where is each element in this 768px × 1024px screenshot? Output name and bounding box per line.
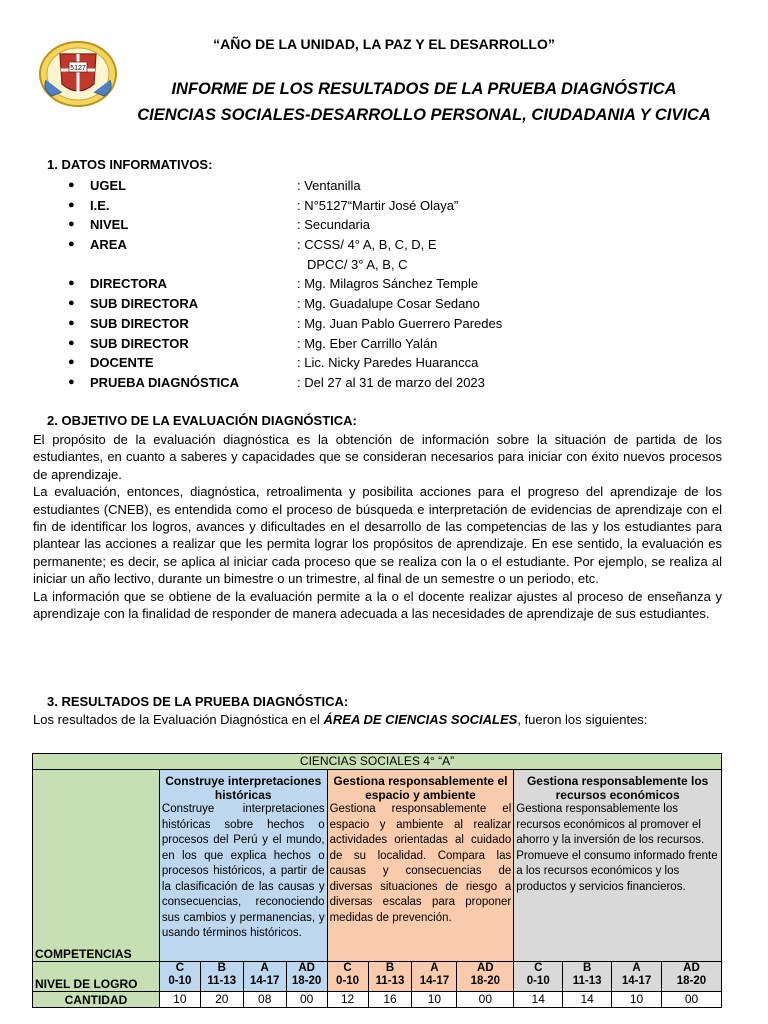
bullet-icon: ● bbox=[68, 238, 75, 251]
report-title: INFORME DE LOS RESULTADOS DE LA PRUEBA DIAGNÓSTICA bbox=[171, 80, 677, 98]
section-heading-resultados: 3. RESULTADOS DE LA PRUEBA DIAGNÓSTICA: bbox=[47, 694, 349, 709]
results-table bbox=[32, 753, 722, 1008]
objective-text bbox=[33, 431, 722, 622]
bullet-icon: ● bbox=[68, 277, 75, 290]
row-label-cantidad: CANTIDAD bbox=[33, 992, 160, 1008]
competency-description: Gestiona responsablemente el espacio y ambiente al realizar actividades orientadas al cuidado de su localidad. Compara las causas y consecuencias de diversas situaciones de riesgo a diversas escalas para proponer medidas de prevención. bbox=[329, 803, 512, 924]
paragraph: La evaluación, entonces, diagnóstica, retroalimenta y posibilita acciones para el progreso del aprendizaje de los estudiantes (CNEB), es entendida como el proceso de búsqueda e interpretación de evidencias de aprendizaje con el fin de identificar los logros, avances y dificultades en el desarrollo de las competencias de las y los estudiantes para plantear las acciones a realizar que les permita lograr los propósitos de aprendizaje. En ese sentido, la evaluación es permanente; es decir, se aplica al iniciar cada proceso que se realiza con la o el estudiante. Por ejemplo, se realiza al iniciar un año lectivo, durante un bimestre o un trimestre, al final de un semestre o un periodo, etc. bbox=[33, 484, 722, 587]
bullet-icon: ● bbox=[68, 356, 75, 369]
level-cell: B 11-13 bbox=[563, 962, 612, 992]
info-row: ● DOCENTE : Lic. Nicky Paredes Huarancca bbox=[68, 353, 718, 373]
count-cell: 00 bbox=[286, 992, 327, 1008]
results-intro: Los resultados de la Evaluación Diagnóstica en el ÁREA DE CIENCIAS SOCIALES, fueron los siguientes: bbox=[33, 712, 648, 727]
bullet-icon: ● bbox=[68, 179, 75, 191]
count-cell: 14 bbox=[563, 992, 612, 1008]
level-cell: A 14-17 bbox=[243, 962, 286, 992]
competency-title: Gestiona responsablemente el espacio y ambiente bbox=[333, 774, 508, 802]
row-label-competencias: COMPETENCIAS bbox=[33, 770, 160, 962]
count-cell: 20 bbox=[200, 992, 243, 1008]
count-cell: 00 bbox=[661, 992, 721, 1008]
info-row-continued: DPCC/ 3° A, B, C bbox=[307, 256, 408, 272]
competency-cell bbox=[514, 770, 722, 962]
info-row: ● PRUEBA DIAGNÓSTICA : Del 27 al 31 de marzo del 2023 bbox=[68, 373, 718, 393]
paragraph: El propósito de la evaluación diagnóstica es la obtención de información sobre la situación de partida de los estudiantes, en cuanto a saberes y capacidades que se consideran necesarios para iniciar con éxito nuevos procesos de aprendizaje. bbox=[33, 432, 722, 482]
count-cell: 14 bbox=[514, 992, 563, 1008]
level-cell: C 0-10 bbox=[514, 962, 563, 992]
competency-title: Gestiona responsablemente los recursos económicos bbox=[526, 774, 709, 802]
level-cell: B 11-13 bbox=[368, 962, 412, 992]
document-motto: “AÑO DE LA UNIDAD, LA PAZ Y EL DESARROLLO” bbox=[213, 36, 555, 52]
row-label-nivel: NIVEL DE LOGRO bbox=[33, 962, 160, 992]
count-cell: 10 bbox=[159, 992, 200, 1008]
competency-description: Construye interpretaciones históricas sobre hechos o procesos del Perú y el mundo, en los que explica hechos o procesos históricos, a partir de la clasificación de las causas y consecuencias, reconociendo sus cambios y permanencias, y usando términos históricos. bbox=[161, 803, 325, 939]
competency-description: Gestiona responsablemente los recursos económicos al promover el ahorro y la inversión de los recursos. Promueve el consumo informado frente a los recursos económicos y los productos y servicios financieros. bbox=[516, 803, 718, 893]
count-cell: 00 bbox=[457, 992, 514, 1008]
level-cell: C 0-10 bbox=[327, 962, 368, 992]
bullet-icon: ● bbox=[68, 198, 75, 211]
info-row: ● I.E. : N°5127“Martir José Olaya” bbox=[68, 196, 718, 216]
info-row: ● UGEL : Ventanilla bbox=[68, 176, 718, 196]
level-cell: B 11-13 bbox=[200, 962, 243, 992]
level-cell: A 14-17 bbox=[612, 962, 662, 992]
level-cell: C 0-10 bbox=[159, 962, 200, 992]
count-cell: 16 bbox=[368, 992, 412, 1008]
info-row: ● SUB DIRECTORA : Mg. Guadalupe Cosar Sedano bbox=[68, 294, 718, 314]
count-cell: 10 bbox=[412, 992, 457, 1008]
info-row: ● AREA : CCSS/ 4° A, B, C, D, E bbox=[68, 235, 718, 255]
count-cell: 08 bbox=[243, 992, 286, 1008]
report-subtitle: CIENCIAS SOCIALES-DESARROLLO PERSONAL, CIUDADANIA Y CIVICA bbox=[137, 106, 711, 124]
section-heading-datos: 1. DATOS INFORMATIVOS: bbox=[47, 157, 213, 172]
level-cell: AD 18-20 bbox=[286, 962, 327, 992]
count-cell: 10 bbox=[612, 992, 662, 1008]
info-list bbox=[68, 176, 718, 393]
bullet-icon: ● bbox=[68, 218, 75, 231]
bullet-icon: ● bbox=[68, 316, 75, 329]
table-title: CIENCIAS SOCIALES 4° “A” bbox=[33, 754, 722, 770]
bullet-icon: ● bbox=[68, 375, 75, 388]
svg-text:5127: 5127 bbox=[70, 65, 86, 72]
bullet-icon: ● bbox=[68, 336, 75, 349]
info-row: ● SUB DIRECTOR : Mg. Eber Carrillo Yalán bbox=[68, 334, 718, 354]
section-heading-objetivo: 2. OBJETIVO DE LA EVALUACIÓN DIAGNÓSTICA: bbox=[47, 413, 357, 428]
competency-title: Construye interpretaciones históricas bbox=[165, 774, 322, 802]
area-name: ÁREA DE CIENCIAS SOCIALES bbox=[323, 712, 518, 727]
info-row: ● SUB DIRECTOR : Mg. Juan Pablo Guerrero Paredes bbox=[68, 314, 718, 334]
competency-cell bbox=[327, 770, 514, 962]
info-row: ● DIRECTORA : Mg. Milagros Sánchez Temple bbox=[68, 274, 718, 294]
competency-cell bbox=[159, 770, 327, 962]
level-cell: A 14-17 bbox=[412, 962, 457, 992]
bullet-icon: ● bbox=[68, 297, 75, 310]
level-cell: AD 18-20 bbox=[457, 962, 514, 992]
count-cell: 12 bbox=[327, 992, 368, 1008]
paragraph: La información que se obtiene de la evaluación permite a la o el docente realizar ajustes al proceso de enseñanza y aprendizaje con la finalidad de responder de manera adecuada a las necesidades de aprendizaje de sus estudiantes. bbox=[33, 588, 722, 622]
info-row: ● NIVEL : Secundaria bbox=[68, 215, 718, 235]
level-cell: AD 18-20 bbox=[661, 962, 721, 992]
